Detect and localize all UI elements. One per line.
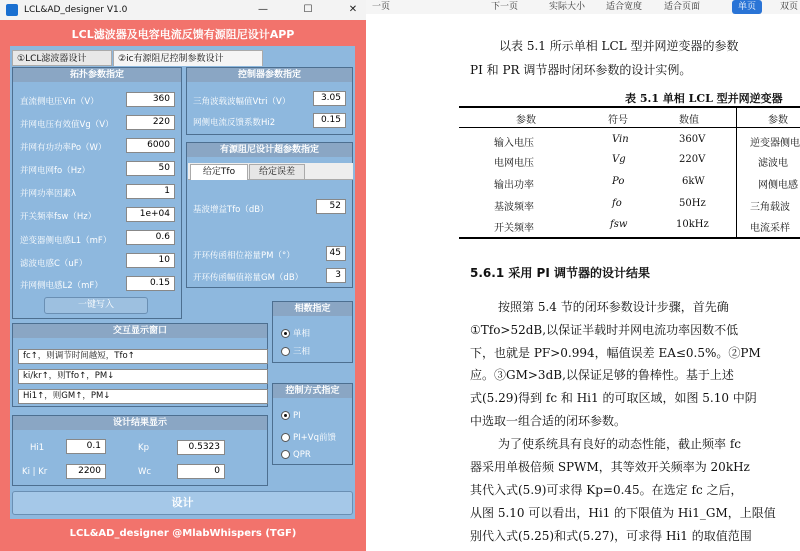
body-line: 别代入式(5.25)和式(5.27)，可求得 Hi1 的取值范围	[470, 529, 752, 543]
tfo-input[interactable]: 52	[316, 199, 346, 214]
radio-icon	[281, 433, 290, 442]
body-line: 为了使系统具有良好的动态性能，截止频率 fc	[498, 437, 741, 451]
pf-input[interactable]: 1	[126, 184, 175, 199]
table-cell: 50Hz	[679, 198, 706, 209]
table-cell: fsw	[610, 219, 628, 230]
mode-pi-radio[interactable]	[281, 411, 301, 421]
body-line: ①Tfo>52dB,以保证半载时并网电流功率因数不低	[470, 323, 739, 337]
body-line: 从图 5.10 可以看出，Hi1 的下限值为 Hi1_GM，上限值	[470, 506, 776, 520]
vtri-input[interactable]: 3.05	[313, 91, 346, 106]
fit-width-button[interactable]: 适合宽度	[606, 2, 643, 12]
mode-pivq-radio[interactable]	[281, 431, 336, 443]
close-icon[interactable]: ✕	[348, 4, 358, 15]
table-cell: 三角载波	[750, 202, 790, 213]
wc-label: Wc	[138, 467, 152, 477]
minimize-icon[interactable]: —	[258, 4, 268, 15]
mode-qpr-label: QPR	[293, 450, 311, 460]
kp-output: 0.5323	[177, 440, 225, 455]
table-header: 数值	[679, 115, 699, 126]
table-cell: 逆变器侧电	[750, 138, 800, 149]
single-page-button[interactable]: 单页	[732, 0, 762, 14]
hint-line: Hi1↑，则GM↑，PM↓	[18, 389, 268, 404]
body-line: 按照第 5.4 节的闭环参数设计步骤，首先确	[498, 300, 729, 314]
table-header: 符号	[608, 115, 628, 126]
table-cell: 360V	[679, 134, 706, 145]
actual-size-button[interactable]: 实际大小	[549, 2, 586, 12]
kp-label: Kp	[138, 443, 149, 453]
vin-input[interactable]: 360	[126, 92, 175, 107]
footer-credit: LCL&AD_designer @MlabWhispers (TGF)	[69, 528, 297, 539]
interactive-title: 交互显示窗口	[13, 324, 267, 338]
hi1-output: 0.1	[66, 439, 106, 454]
table-header: 参数	[768, 115, 788, 126]
hi2-label: 网侧电流反馈系数Hi2	[193, 118, 276, 128]
write-button[interactable]: 一键写入	[44, 297, 148, 314]
table-cell: Vg	[612, 154, 626, 165]
table-cell: fo	[612, 198, 622, 209]
tfo-label: 基波增益Tfo（dB）	[193, 205, 269, 215]
hint-line: ki/kr↑，则Tfo↑，PM↓	[18, 369, 268, 384]
document-viewer	[366, 0, 800, 551]
phase-three-label: 三相	[293, 347, 311, 357]
body-line: 中选取一组合适的闭环参数。	[470, 414, 627, 428]
hint-line: fc↑，则调节时间越短，Tfo↑	[18, 349, 268, 364]
mode-qpr-radio[interactable]	[281, 450, 311, 460]
maximize-icon[interactable]: ☐	[303, 4, 313, 15]
subtab-tfo[interactable]: 给定Tfo	[190, 164, 248, 180]
body-line: 下，也就是 PF>0.994，幅值误差 EA≤0.5%。②PM	[470, 346, 761, 360]
damping-title: 有源阻尼设计超参数指定	[187, 143, 352, 157]
phase-single-label: 单相	[293, 329, 311, 339]
app-heading: LCL滤波器及电容电流反馈有源阻尼设计APP	[71, 28, 295, 41]
gm-input[interactable]: 3	[326, 268, 346, 283]
table-cell: 6kW	[682, 176, 705, 187]
app-logo-icon	[6, 4, 18, 16]
table-cell: Po	[612, 176, 625, 187]
radio-selected-icon	[281, 411, 290, 420]
kikr-output: 2200	[66, 464, 106, 479]
table-cell: 220V	[679, 154, 706, 165]
vin-label: 直流侧电压Vin（V）	[20, 97, 99, 107]
prev-page-button[interactable]: 一页	[372, 2, 391, 12]
l1-input[interactable]: 0.6	[126, 230, 175, 245]
control-mode-title: 控制方式指定	[273, 384, 352, 398]
table-cell: 10kHz	[676, 219, 709, 230]
topology-title: 拓扑参数指定	[13, 68, 181, 82]
table-cell: Vin	[612, 134, 629, 145]
radio-selected-icon	[281, 329, 290, 338]
vg-input[interactable]: 220	[126, 115, 175, 130]
l2-label: 并网侧电感L2（mF）	[20, 281, 103, 291]
fsw-label: 开关频率fsw（Hz）	[20, 212, 97, 222]
fit-page-button[interactable]: 适合页面	[664, 2, 701, 12]
l2-input[interactable]: 0.15	[126, 276, 175, 291]
tab-lcl-filter[interactable]: ①LCL滤波器设计	[12, 50, 112, 66]
table-bottom-rule	[459, 237, 800, 239]
double-page-button[interactable]: 双页	[780, 2, 799, 12]
viewer-toolbar	[366, 0, 800, 14]
radio-icon	[281, 347, 290, 356]
mode-pivq-label: PI+Vq前馈	[293, 433, 336, 443]
para-line: PI 和 PR 调节器时闭环参数的设计实例。	[470, 63, 692, 77]
table-top-rule	[459, 106, 800, 108]
fo-input[interactable]: 50	[126, 161, 175, 176]
phase-title: 相数指定	[273, 302, 352, 316]
body-line: 其代入式(5.9)可求得 Kp=0.45。在选定 fc 之后，	[470, 483, 743, 497]
phase-three-radio[interactable]	[281, 345, 310, 357]
phase-single-radio[interactable]	[281, 327, 310, 339]
hi2-input[interactable]: 0.15	[313, 113, 346, 128]
vtri-label: 三角波载波幅值Vtri（V）	[193, 97, 291, 107]
body-line: 式(5.29)得到 fc 和 Hi1 的可取区域，如图 5.10 中阴	[470, 391, 757, 405]
body-line: 应。③GM>3dB,以保证足够的鲁棒性。基于上述	[470, 368, 734, 382]
section-heading: 5.6.1 采用 PI 调节器的设计结果	[470, 266, 650, 280]
table-cell: 网侧电感	[758, 180, 798, 191]
pf-label: 并网功率因素λ	[20, 189, 77, 199]
table-cell: 电流采样	[750, 223, 790, 234]
pm-input[interactable]: 45	[326, 246, 346, 261]
po-label: 并网有功功率Po（W）	[20, 143, 107, 153]
subtab-error[interactable]: 给定误差	[249, 164, 305, 180]
gm-label: 开环传函幅值裕量GM（dB）	[193, 273, 304, 283]
para-line: 以表 5.1 所示单相 LCL 型并网逆变器的参数	[499, 39, 739, 53]
vg-label: 并网电压有效值Vg（V）	[20, 120, 114, 130]
table-cell: 滤波电	[758, 158, 788, 169]
body-line: 器采用单极倍频 SPWM，其等效开关频率为 20kHz	[470, 460, 750, 474]
design-button[interactable]: 设计	[12, 491, 353, 515]
results-title: 设计结果显示	[13, 416, 267, 430]
next-page-button[interactable]: 下一页	[491, 2, 519, 12]
hi1-label: Hi1	[30, 443, 45, 453]
table-title: 表 5.1 单相 LCL 型并网逆变器	[625, 92, 783, 105]
table-header-rule	[459, 127, 800, 128]
c-label: 滤波电感C（uF）	[20, 259, 88, 269]
l1-label: 逆变器侧电感L1（mF）	[20, 236, 112, 246]
table-cell: 开关频率	[494, 223, 534, 234]
controller-title: 控制器参数指定	[187, 68, 352, 82]
pm-label: 开环传函相位裕量PM（°）	[193, 251, 295, 261]
fo-label: 并网电网fo（Hz）	[20, 166, 91, 176]
mode-pi-label: PI	[293, 411, 301, 421]
table-cell: 输出功率	[494, 180, 534, 191]
wc-output: 0	[177, 464, 225, 479]
app-window	[0, 0, 366, 551]
c-input[interactable]: 10	[126, 253, 175, 268]
table-cell: 电网电压	[494, 158, 534, 169]
table-cell: 基波频率	[494, 202, 534, 213]
radio-icon	[281, 450, 290, 459]
window-title: LCL&AD_designer V1.0	[24, 5, 128, 15]
table-header: 参数	[516, 115, 536, 126]
fsw-input[interactable]: 1e+04	[126, 207, 175, 222]
table-cell: 输入电压	[494, 138, 534, 149]
tab-active-damping[interactable]: ②ic有源阻尼控制参数设计	[113, 50, 263, 66]
table-divider	[736, 107, 737, 237]
kikr-label: Ki | Kr	[22, 467, 48, 477]
po-input[interactable]: 6000	[126, 138, 175, 153]
title-bar	[0, 0, 366, 20]
